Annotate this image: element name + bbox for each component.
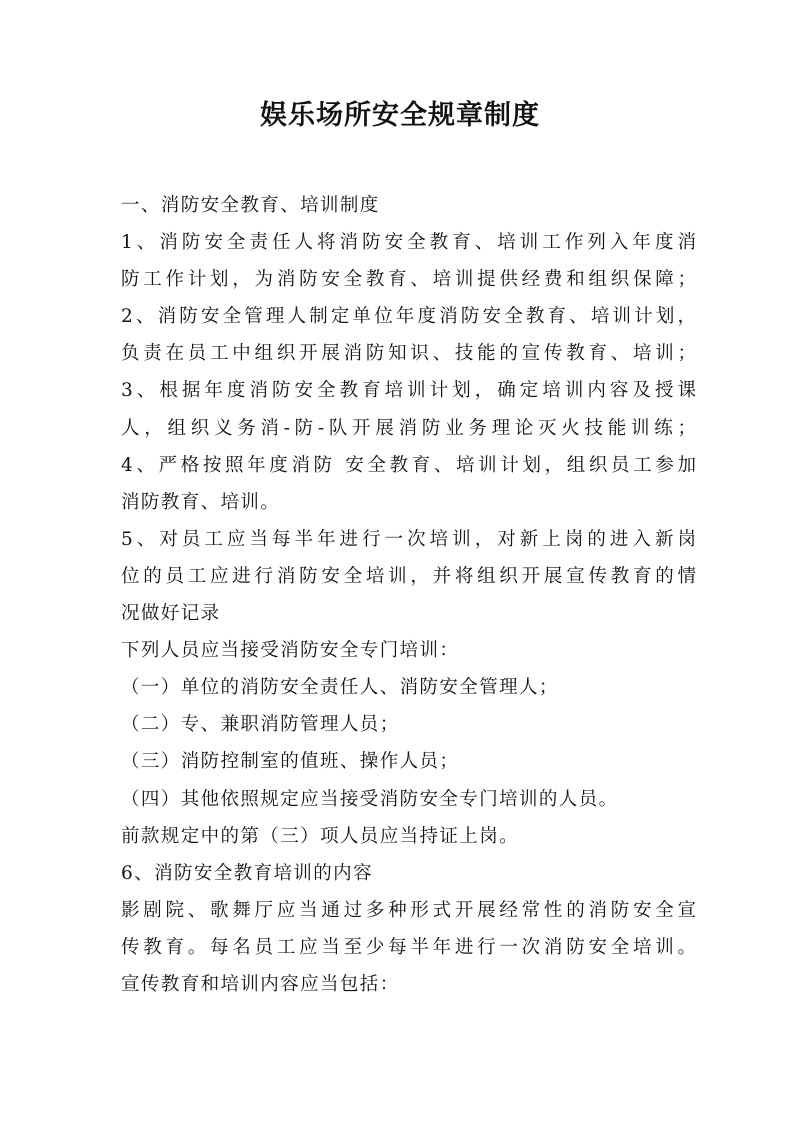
text-line: 一、消防安全教育、培训制度	[121, 195, 380, 216]
text-line: 下列人员应当接受消防安全专门培训：	[121, 640, 460, 662]
text-line: 1、消防安全责任人将消防安全教育、培训工作列入年度消	[121, 232, 696, 254]
text-line: （一）单位的消防安全责任人、消防安全管理人；	[121, 677, 559, 699]
text-line: 4、严格按照年度消防 安全教育、培训计划，组织员工参加	[121, 454, 696, 476]
text-line: 消防教育、培训。	[121, 491, 281, 513]
text-line: 人，组织义务消-防-队开展消防业务理论灭火技能训练；	[121, 417, 696, 439]
text-line: 影剧院、歌舞厅应当通过多种形式开展经常性的消防安全宣	[121, 899, 696, 921]
text-line: 况做好记录	[121, 603, 221, 625]
text-line: 5、对员工应当每半年进行一次培训，对新上岗的进入新岗	[121, 528, 696, 550]
text-line: 防工作计划，为消防安全教育、培训提供经费和组织保障；	[121, 269, 696, 291]
text-line: 位的员工应进行消防安全培训，并将组织开展宣传教育的情	[121, 565, 696, 587]
text-line: （四）其他依照规定应当接受消防安全专门培训的人员。	[121, 788, 619, 810]
text-line: 6、消防安全教育培训的内容	[121, 862, 373, 884]
document-body	[121, 187, 696, 1003]
text-line: 负责在员工中组织开展消防知识、技能的宣传教育、培训；	[121, 343, 696, 365]
text-line: （二）专、兼职消防管理人员；	[121, 714, 400, 736]
text-line: 3、根据年度消防安全教育培训计划，确定培训内容及授课	[121, 380, 696, 402]
text-line: 传教育。每名员工应当至少每半年进行一次消防安全培训。	[121, 936, 696, 958]
text-line: （三）消防控制室的值班、操作人员；	[121, 751, 460, 773]
text-line: 2、消防安全管理人制定单位年度消防安全教育、培训计划，	[121, 306, 696, 328]
text-line: 宣传教育和培训内容应当包括：	[121, 973, 400, 995]
text-line: 前款规定中的第（三）项人员应当持证上岗。	[121, 825, 520, 847]
document-title: 娱乐场所安全规章制度	[260, 100, 540, 131]
